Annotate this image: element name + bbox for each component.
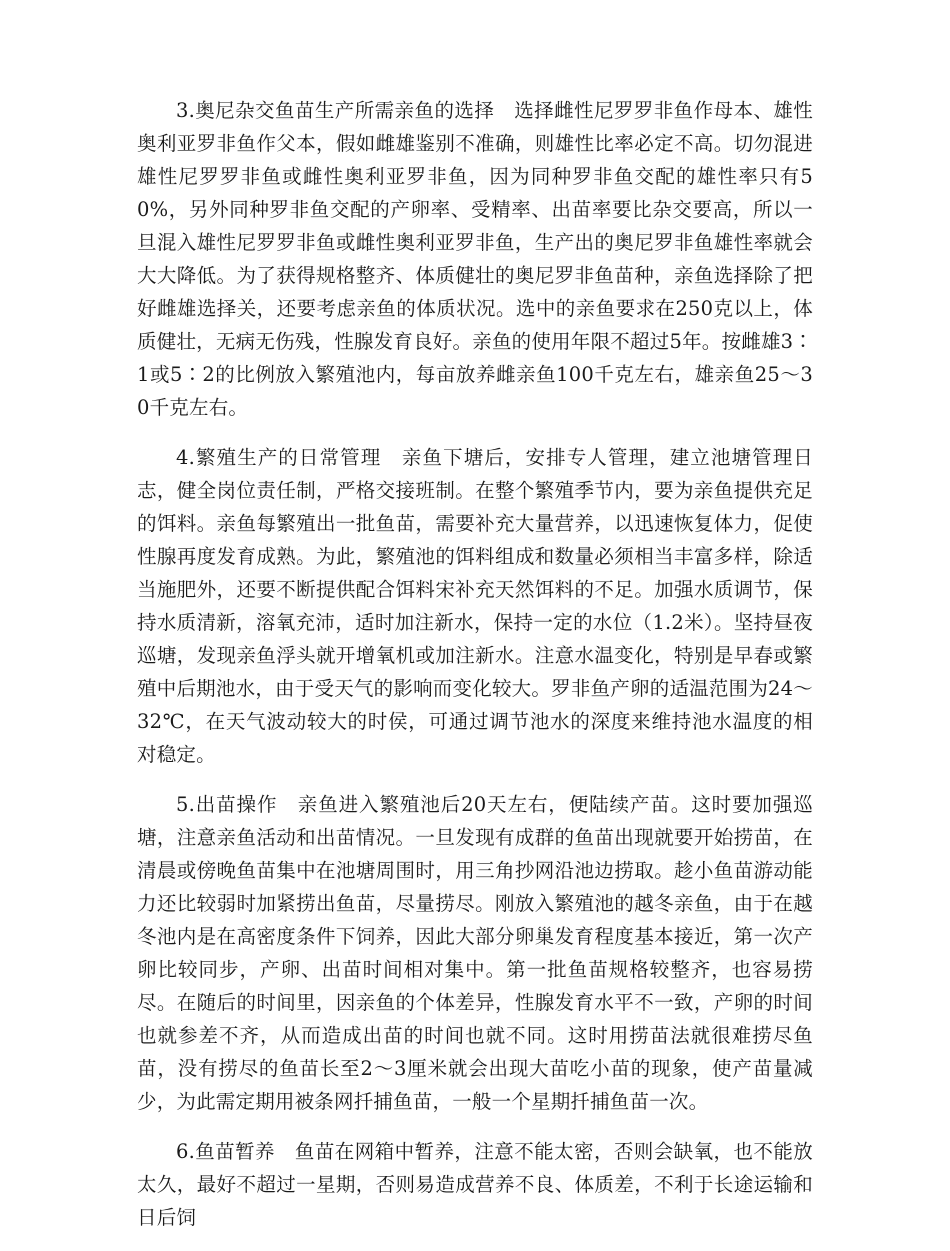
paragraph-fry-holding: 6.鱼苗暂养 鱼苗在网箱中暂养，注意不能太密，否则会缺氧，也不能放太久，最好不超过一星期，否则易造成营养不良、体质差，不利于长途运输和日后饲	[137, 1140, 813, 1229]
paragraph-daily-management: 4.繁殖生产的日常管理 亲鱼下塘后，安排专人管理，建立池塘管理日志，健全岗位责任制，严格交接班制。在整个繁殖季节内，要为亲鱼提供充足的饵料。亲鱼每繁殖出一批鱼苗，需要补充大量营养，以迅速恢复体力，促使性腺再度发育成熟。为此，繁殖池的饵料组成和数量必须相当丰富多样，除适当施肥外，还要不断提供配合饵料宋补充天然饵料的不足。加强水质调节，保持水质清新，溶氧充沛，适时加注新水，保持一定的水位（1.2米）。坚持昼夜巡塘，发现亲鱼浮头就开增氧机或加注新水。注意水温变化，特别是早春或繁殖中后期池水，由于受天气的影响而变化较大。罗非鱼产卵的适温范围为24～32℃，在天气波动较大的时侯，可通过调节池水的深度来维持池水温度的相对稳定。	[137, 446, 813, 766]
paragraph-fry-harvesting: 5.出苗操作 亲鱼进入繁殖池后20天左右，便陆续产苗。这时要加强巡塘，注意亲鱼活动和出苗情况。一旦发现有成群的鱼苗出现就要开始捞苗，在清晨或傍晚鱼苗集中在池塘周围时，用三角抄网沿池边捞取。趁小鱼苗游动能力还比较弱时加紧捞出鱼苗，尽量捞尽。刚放入繁殖池的越冬亲鱼，由于在越冬池内是在高密度条件下饲养，因此大部分卵巢发育程度基本接近，第一次产卵比较同步，产卵、出苗时间相对集中。第一批鱼苗规格较整齐，也容易捞尽。在随后的时间里，因亲鱼的个体差异，性腺发育水平不一致，产卵的时间也就参差不齐，从而造成出苗的时间也就不同。这时用捞苗法就很难捞尽鱼苗，没有捞尽的鱼苗长至2～3厘米就会出现大苗吃小苗的现象，使产苗量减少，为此需定期用被条网扦捕鱼苗，一般一个星期扦捕鱼苗一次。	[137, 793, 813, 1113]
paragraph-broodstock-selection: 3.奥尼杂交鱼苗生产所需亲鱼的选择 选择雌性尼罗罗非鱼作母本、雄性奥利亚罗非鱼作父本，假如雌雄鉴别不准确，则雄性比率必定不高。切勿混进雄性尼罗罗非鱼或雌性奥利亚罗非鱼，因为同种罗非鱼交配的雄性率只有50%，另外同种罗非鱼交配的产卵率、受精率、出苗率要比杂交要高，所以一旦混入雄性尼罗罗非鱼或雌性奥利亚罗非鱼，生产出的奥尼罗非鱼雄性率就会大大降低。为了获得规格整齐、体质健壮的奥尼罗非鱼苗种，亲鱼选择除了把好雌雄选择关，还要考虑亲鱼的体质状况。选中的亲鱼要求在250克以上，体质健壮，无病无伤残，性腺发育良好。亲鱼的使用年限不超过5年。按雌雄3∶1或5∶2的比例放入繁殖池内，每亩放养雌亲鱼100千克左右，雄亲鱼25～30千克左右。	[137, 99, 813, 419]
document-body	[137, 94, 813, 1251]
